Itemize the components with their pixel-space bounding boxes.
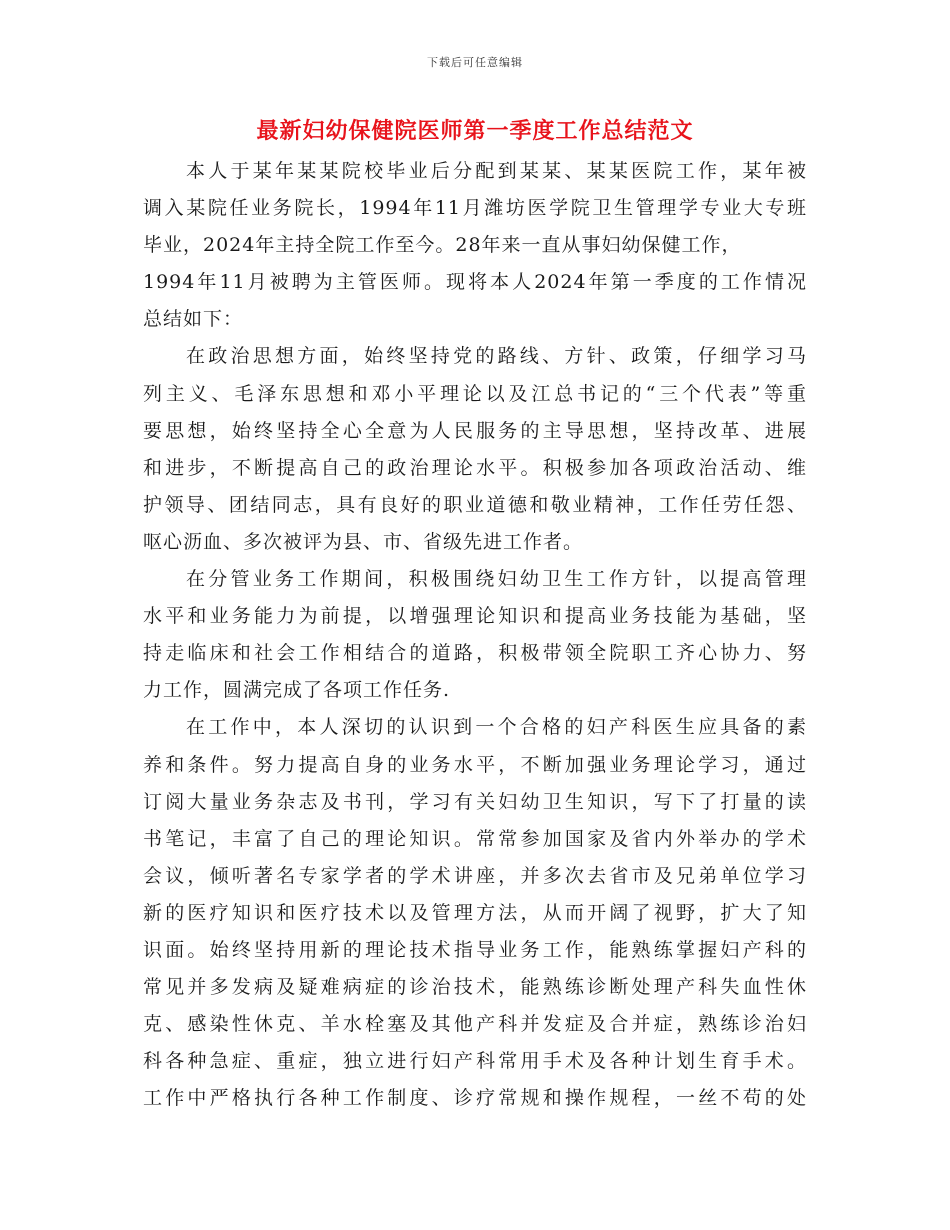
body-line: 持走临床和社会工作相结合的道路，积极带领全院职工齐心协力、努 xyxy=(143,642,807,665)
document-body xyxy=(143,153,807,1117)
body-line: 力工作，圆满完成了各项工作任务. xyxy=(143,679,451,702)
body-line: 会议，倾听著名专家学者的学术讲座，并多次去省市及兄弟单位学习 xyxy=(143,864,807,887)
body-line: 识面。始终坚持用新的理论技术指导业务工作，能熟练掌握妇产科的 xyxy=(143,938,807,961)
body-line: 订阅大量业务杂志及书刊，学习有关妇幼卫生知识，写下了打量的读 xyxy=(143,790,807,813)
body-line: 调入某院任业务院长，1994年11月潍坊医学院卫生管理学专业大专班 xyxy=(143,197,807,220)
document-title: 最新妇幼保健院医师第一季度工作总结范文 xyxy=(256,118,694,144)
body-line: 列主义、毛泽东思想和邓小平理论以及江总书记的“三个代表”等重 xyxy=(143,382,807,405)
page-header-note: 下载后可任意编辑 xyxy=(427,56,523,69)
body-line: 克、感染性休克、羊水栓塞及其他产科并发症及合并症，熟练诊治妇 xyxy=(143,1013,807,1036)
body-line: 在政治思想方面，始终坚持党的路线、方针、政策，仔细学习马 xyxy=(186,345,807,368)
body-line: 水平和业务能力为前提，以增强理论知识和提高业务技能为基础，坚 xyxy=(143,605,807,628)
body-line: 护领导、团结同志，具有良好的职业道德和敬业精神，工作任劳任怨、 xyxy=(143,493,807,516)
body-line: 要思想，始终坚持全心全意为人民服务的主导思想，坚持改革、进展 xyxy=(143,419,807,442)
body-line: 和进步，不断提高自己的政治理论水平。积极参加各项政治活动、维 xyxy=(143,456,807,479)
body-line: 呕心沥血、多次被评为县、市、省级先进工作者。 xyxy=(143,530,584,553)
body-line: 总结如下： xyxy=(143,308,244,331)
body-line: 1994年11月被聘为主管医师。现将本人2024年第一季度的工作情况 xyxy=(143,271,807,294)
body-line: 科各种急症、重症，独立进行妇产科常用手术及各种计划生育手术。 xyxy=(143,1050,807,1073)
body-line: 毕业，2024年主持全院工作至今。28年来一直从事妇幼保健工作， xyxy=(143,234,742,257)
body-line: 新的医疗知识和医疗技术以及管理方法，从而开阔了视野，扩大了知 xyxy=(143,901,807,924)
body-line: 书笔记，丰富了自己的理论知识。常常参加国家及省内外举办的学术 xyxy=(143,827,807,850)
body-line: 本人于某年某某院校毕业后分配到某某、某某医院工作，某年被 xyxy=(186,160,807,182)
body-line: 工作中严格执行各种工作制度、诊疗常规和操作规程，一丝不苟的处 xyxy=(143,1087,807,1110)
body-line: 养和条件。努力提高自身的业务水平，不断加强业务理论学习，通过 xyxy=(143,753,807,776)
body-line: 在分管业务工作期间，积极围绕妇幼卫生工作方针，以提高管理 xyxy=(186,568,807,591)
body-line: 在工作中，本人深切的认识到一个合格的妇产科医生应具备的素 xyxy=(186,716,807,739)
body-line: 常见并多发病及疑难病症的诊治技术，能熟练诊断处理产科失血性休 xyxy=(143,976,807,999)
